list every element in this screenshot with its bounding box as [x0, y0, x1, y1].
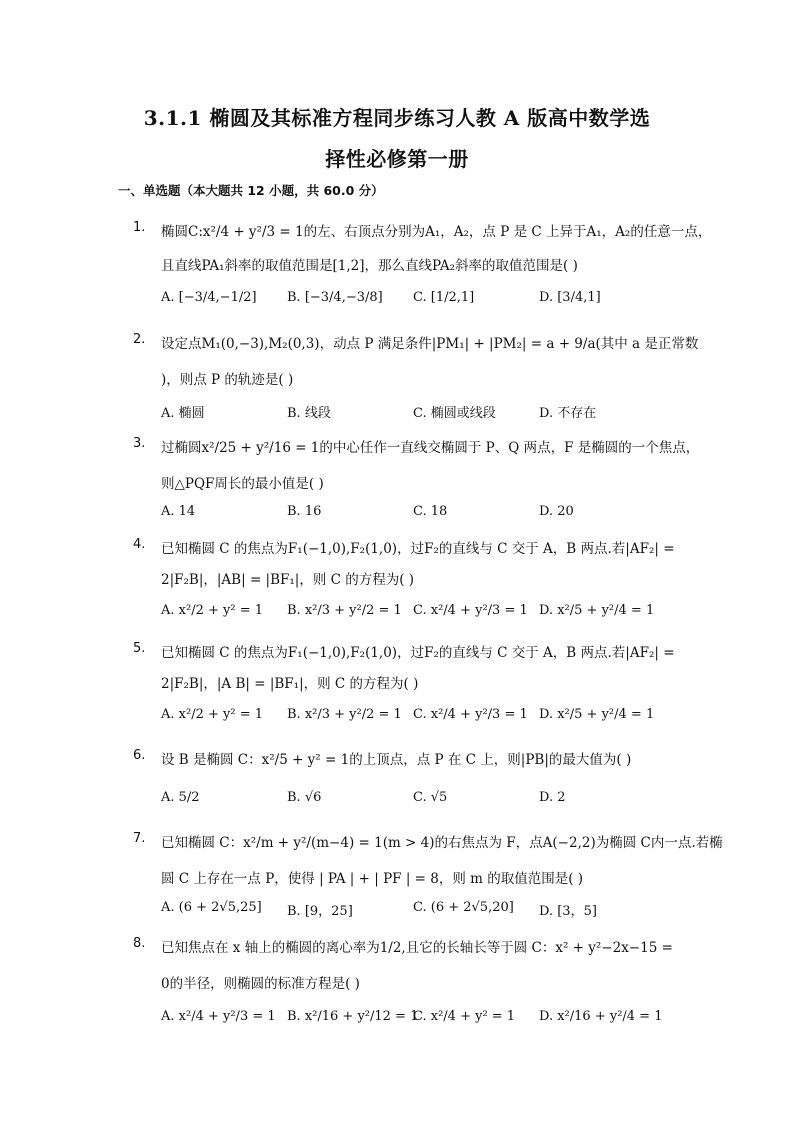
option-a: A. x²/2 + y² = 1 — [161, 603, 263, 618]
question-text-line: 椭圆C:x²/4 + y²/3 = 1的左、右顶点分别为A₁，A₂，点 P 是 C 上异于A₁，A₂的任意一点， — [161, 224, 712, 240]
question-text-line: 已知焦点在 x 轴上的椭圆的离心率为1/2,且它的长轴长等于圆 C：x² + y²−2x−15 = — [161, 940, 673, 956]
option-a: A. x²/2 + y² = 1 — [161, 707, 263, 722]
question-text-line: 0的半径，则椭圆的标准方程是( ) — [161, 976, 360, 992]
option-d: D. 2 — [539, 790, 566, 805]
option-d: D. x²/5 + y²/4 = 1 — [539, 603, 655, 618]
option-c: C. (6 + 2√5,20] — [413, 900, 514, 915]
option-d: D. 20 — [539, 504, 574, 519]
option-b: B. x²/16 + y²/12 = 1 — [287, 1009, 419, 1024]
option-a: A. 椭圆 — [161, 406, 205, 421]
document-title-line-2: 择性必修第一册 — [325, 147, 469, 171]
question-text-line: 已知椭圆 C：x²/m + y²/(m−4) = 1(m > 4)的右焦点为 F，点A(−2,2)为椭圆 C内一点.若椭 — [161, 835, 723, 851]
option-b: B. x²/3 + y²/2 = 1 — [287, 707, 402, 722]
option-a: A. (6 + 2√5,25] — [161, 900, 262, 915]
question-text-line: 且直线PA₁斜率的取值范围是[1,2]，那么直线PA₂斜率的取值范围是( ) — [161, 258, 578, 274]
question-number: 3. — [133, 436, 146, 451]
question-number: 4. — [133, 537, 146, 552]
options-row — [161, 402, 701, 422]
option-c: C. [1/2,1] — [413, 290, 475, 305]
options-row — [161, 707, 701, 727]
option-b: B. x²/3 + y²/2 = 1 — [287, 603, 402, 618]
option-d: D. 不存在 — [539, 406, 597, 421]
document-title-line-1: 3.1.1 椭圆及其标准方程同步练习人教 A 版高中数学选 — [143, 106, 651, 130]
section-heading: 一、单选题（本大题共 12 小题，共 60.0 分） — [118, 183, 384, 198]
option-d: D. x²/5 + y²/4 = 1 — [539, 707, 655, 722]
options-row — [161, 504, 701, 524]
option-d: D. [3/4,1] — [539, 290, 601, 305]
question-text-line: 则△PQF周长的最小值是( ) — [161, 476, 324, 492]
option-c: C. √5 — [413, 790, 448, 805]
question-text-line: 已知椭圆 C 的焦点为F₁(−1,0),F₂(1,0)，过F₂的直线与 C 交于 A，B 两点.若|AF₂| = — [161, 541, 675, 557]
option-d: D. x²/16 + y²/4 = 1 — [539, 1009, 663, 1024]
option-b: B. [9，25] — [287, 904, 353, 919]
question-text-line: 2|F₂B|，|A B| = |BF₁|，则 C 的方程为( ) — [161, 676, 419, 692]
options-row — [161, 790, 701, 810]
option-a: A. [−3/4,−1/2] — [161, 290, 257, 305]
options-row — [161, 290, 701, 310]
question-number: 8. — [133, 936, 146, 951]
options-row — [161, 900, 701, 920]
question-text-line: 设定点M₁(0,−3),M₂(0,3)，动点 P 满足条件|PM₁| + |PM₂| = a + 9/a(其中 a 是正常数 — [161, 336, 699, 352]
option-c: C. x²/4 + y²/3 = 1 — [413, 707, 528, 722]
question-text-line: )，则点 P 的轨迹是( ) — [161, 372, 294, 388]
question-number: 5. — [133, 641, 146, 656]
question-number: 7. — [133, 831, 146, 846]
question-number: 1. — [133, 220, 146, 235]
question-text-line: 2|F₂B|，|AB| = |BF₁|，则 C 的方程为( ) — [161, 572, 415, 588]
option-a: A. 5/2 — [161, 790, 200, 805]
option-b: B. 线段 — [287, 406, 331, 421]
option-c: C. 椭圆或线段 — [413, 406, 496, 421]
question-text-line: 过椭圆x²/25 + y²/16 = 1的中心任作一直线交椭圆于 P、Q 两点，F 是椭圆的一个焦点， — [161, 440, 700, 456]
options-row — [161, 1009, 701, 1029]
option-a: A. 14 — [161, 504, 196, 519]
question-text-line: 设 B 是椭圆 C：x²/5 + y² = 1的上顶点，点 P 在 C 上，则|PB|的最大值为( ) — [161, 752, 632, 768]
option-c: C. x²/4 + y² = 1 — [413, 1009, 516, 1024]
question-number: 6. — [133, 748, 146, 763]
question-text-line: 已知椭圆 C 的焦点为F₁(−1,0),F₂(1,0)，过F₂的直线与 C 交于 A，B 两点.若|AF₂| = — [161, 645, 675, 661]
question-number: 2. — [133, 332, 146, 347]
options-row — [161, 603, 701, 623]
option-c: C. x²/4 + y²/3 = 1 — [413, 603, 528, 618]
option-c: C. 18 — [413, 504, 448, 519]
option-b: B. √6 — [287, 790, 322, 805]
question-text-line: 圆 C 上存在一点 P，使得 | PA | + | PF | = 8，则 m 的取值范围是( ) — [161, 871, 584, 887]
option-d: D. [3，5] — [539, 904, 597, 919]
option-a: A. x²/4 + y²/3 = 1 — [161, 1009, 276, 1024]
option-b: B. [−3/4,−3/8] — [287, 290, 383, 305]
option-b: B. 16 — [287, 504, 322, 519]
